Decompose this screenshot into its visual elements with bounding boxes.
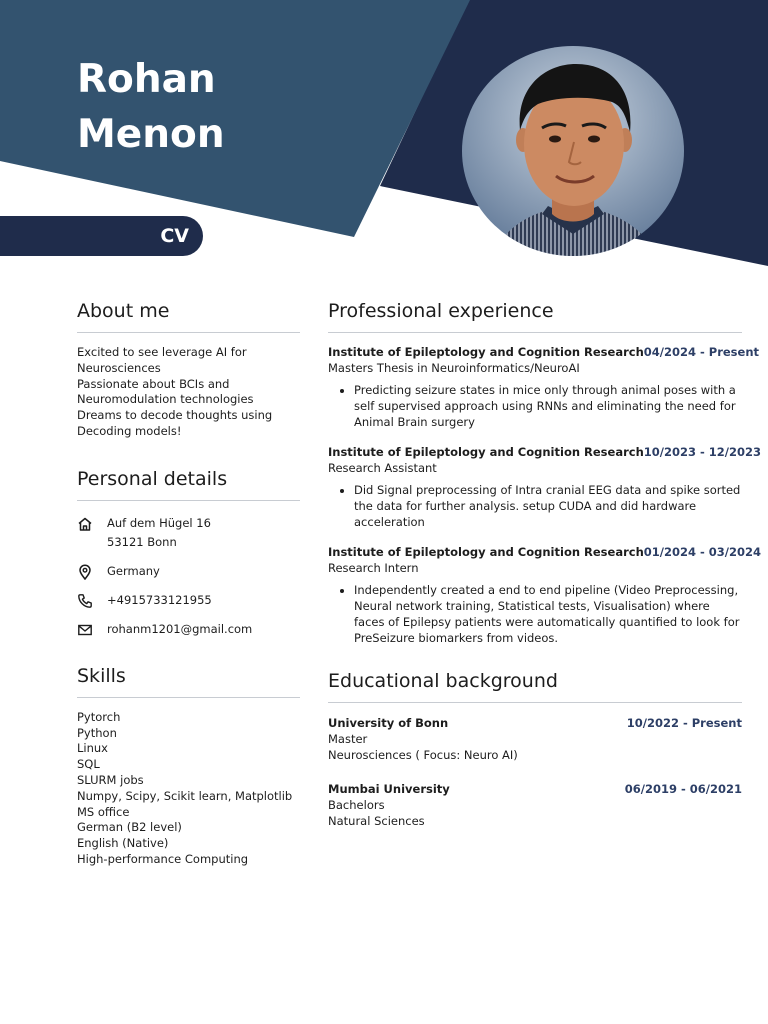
experience-role: Research Intern [328,561,419,575]
personal-details-title: Personal details [77,466,300,501]
skills-section [77,663,300,868]
about-line: Neurosciences [77,360,161,375]
profile-photo [462,46,684,256]
experience-section [328,298,761,646]
experience-list [328,344,761,646]
education-org: Mumbai University [328,782,450,796]
about-line: Neuromodulation technologies [77,392,254,407]
education-date: 06/2019 - 06/2021 [624,782,742,796]
experience-bullet: • Predicting seizure states in mice only through animal poses with a self supervised approach using RNNs and eliminating the need for Animal Brain surgery [354,382,742,430]
experience-bullets [328,582,742,646]
email-row [77,620,300,639]
experience-bullet: • Independently created a end to end pipeline (Video Preprocessing, Neural network training, Statistical tests, Visualisation) where faces of Epilepsy patients were automatically quantified to look for PreSeizure biomarkers from videos. [354,582,742,646]
experience-title: Professional experience [328,298,742,333]
about-section [77,298,300,440]
skills-title: Skills [77,663,300,698]
skills-list [77,710,300,868]
header-light-shape [0,0,470,237]
skill-item: Pytorch [77,709,121,724]
skill-item: High-performance Computing [77,851,249,866]
skill-item: Python [77,725,117,740]
experience-bullets [328,382,742,430]
skill-item: SQL [77,757,100,772]
cv-badge: CV [0,216,203,256]
skill-item: Linux [77,741,108,756]
experience-org: Institute of Epileptology and Cognition Research [328,445,644,459]
email-address: rohanm1201@gmail.com [107,621,253,636]
right-column [328,298,761,843]
about-line: Decoding models! [77,423,182,438]
mail-icon [77,622,93,638]
education-field: Neurosciences ( Focus: Neuro AI) [328,748,518,762]
experience-role: Research Assistant [328,461,437,475]
left-column [77,298,300,868]
last-name: Menon [77,112,225,157]
about-line: Dreams to decode thoughts using [77,408,273,423]
education-entry [328,715,742,763]
education-date: 10/2022 - Present [626,716,742,730]
experience-entry [328,444,761,530]
education-field: Natural Sciences [328,814,425,828]
about-line: Passionate about BCIs and [77,376,230,391]
address [107,514,211,552]
education-degree: Bachelors [328,798,385,812]
about-title: About me [77,298,300,333]
skill-item: Numpy, Scipy, Scikit learn, Matplotlib [77,788,293,803]
skill-item: German (B2 level) [77,820,182,835]
phone-icon [77,593,93,609]
phone-number: +4915733121955 [107,592,212,607]
country: Germany [107,563,160,578]
experience-entry [328,344,760,430]
experience-org: Institute of Epileptology and Cognition Research [328,345,644,359]
skill-item: English (Native) [77,836,169,851]
skill-item: MS office [77,804,130,819]
home-icon [77,516,93,532]
experience-bullet: • Did Signal preprocessing of Intra cranial EEG data and spike sorted the data for further analysis. setup CUDA and did hardware acceleration [354,482,742,530]
skill-item: SLURM jobs [77,772,144,787]
education-entry [328,781,742,829]
personal-details-list [77,514,300,639]
experience-entry [328,544,761,646]
address-line-1: Auf dem Hügel 16 [107,515,211,530]
experience-bullets [328,482,742,530]
experience-date: 01/2024 - 03/2024 [643,545,761,559]
experience-role: Masters Thesis in Neuroinformatics/NeuroAI [328,361,580,375]
personal-details-section [77,466,300,639]
education-title: Educational background [328,668,742,703]
address-line-2: 53121 Bonn [107,534,177,549]
education-degree: Master [328,732,368,746]
candidate-name [77,52,225,162]
education-list [328,715,742,829]
experience-date: 10/2023 - 12/2023 [643,445,761,459]
experience-org: Institute of Epileptology and Cognition Research [328,545,644,559]
location-pin-icon [77,564,93,580]
education-section [328,668,742,829]
experience-date: 04/2024 - Present [643,345,760,359]
phone-row [77,591,300,610]
about-text [77,345,300,440]
address-row [77,514,300,552]
country-row [77,562,300,581]
education-org: University of Bonn [328,716,449,730]
about-line: Excited to see leverage AI for [77,345,247,359]
first-name: Rohan [77,57,216,102]
